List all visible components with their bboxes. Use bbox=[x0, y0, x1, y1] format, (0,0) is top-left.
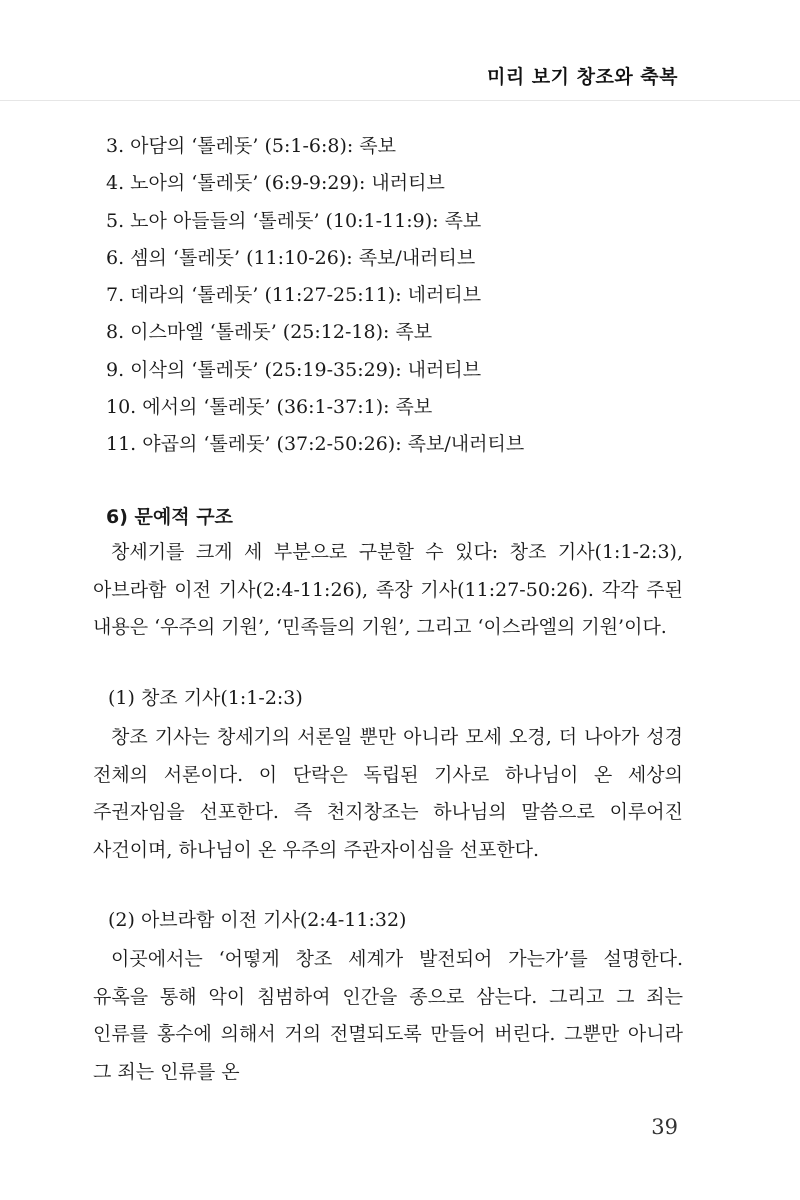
subsection-heading-pre-abraham: (2) 아브라함 이전 기사(2:4-11:32) bbox=[108, 909, 407, 931]
section-intro-paragraph: 창세기를 크게 세 부분으로 구분할 수 있다: 창조 기사(1:1-2:3), 아브라함 이전 기사(2:4-11:26), 족장 기사(11:27-50:26). 각각 주된 내용은 ‘우주의 기원’, ‘민족들의 기원’, 그리고 ‘이스라엘의 기원’이다. bbox=[93, 541, 683, 638]
subsection-heading-creation: (1) 창조 기사(1:1-2:3) bbox=[108, 687, 303, 709]
list-item: 4. 노아의 ‘톨레돗’ (6:9-9:29): 내러티브 bbox=[106, 172, 445, 195]
running-head: 미리 보기 창조와 축복 bbox=[486, 66, 678, 88]
list-item: 11. 야곱의 ‘톨레돗’ (37:2-50:26): 족보/내러티브 bbox=[106, 433, 525, 456]
list-item: 9. 이삭의 ‘톨레돗’ (25:19-35:29): 내러티브 bbox=[106, 358, 482, 381]
subsection-paragraph-pre-abraham: 이곳에서는 ‘어떻게 창조 세계가 발전되어 가는가’를 설명한다. 유혹을 통해 악이 침범하여 인간을 종으로 삼는다. 그리고 그 죄는 인류를 홍수에 의해서 거의 전멸되도록 만들어 버린다. 그뿐만 아니라 그 죄는 인류를 온 bbox=[93, 948, 683, 1083]
list-item: 6. 셈의 ‘톨레돗’ (11:10-26): 족보/내러티브 bbox=[106, 246, 476, 269]
page-number: 39 bbox=[651, 1115, 678, 1139]
list-item: 7. 데라의 ‘톨레돗’ (11:27-25:11): 네러티브 bbox=[106, 284, 482, 307]
toledot-list bbox=[106, 128, 524, 464]
header-rule bbox=[0, 100, 800, 101]
section-heading: 6) 문예적 구조 bbox=[106, 506, 233, 528]
list-item: 5. 노아 아들들의 ‘톨레돗’ (10:1-11:9): 족보 bbox=[106, 209, 482, 232]
list-item: 10. 에서의 ‘톨레돗’ (36:1-37:1): 족보 bbox=[106, 396, 433, 419]
list-item: 8. 이스마엘 ‘톨레돗’ (25:12-18): 족보 bbox=[106, 321, 433, 344]
list-item: 3. 아담의 ‘톨레돗’ (5:1-6:8): 족보 bbox=[106, 135, 397, 157]
subsection-paragraph-creation: 창조 기사는 창세기의 서론일 뿐만 아니라 모세 오경, 더 나아가 성경 전체의 서론이다. 이 단락은 독립된 기사로 하나님이 온 세상의 주권자임을 선포한다. 즉 천지창조는 하나님의 말씀으로 이루어진 사건이며, 하나님이 온 우주의 주관자이심을 선포한다. bbox=[93, 726, 683, 861]
